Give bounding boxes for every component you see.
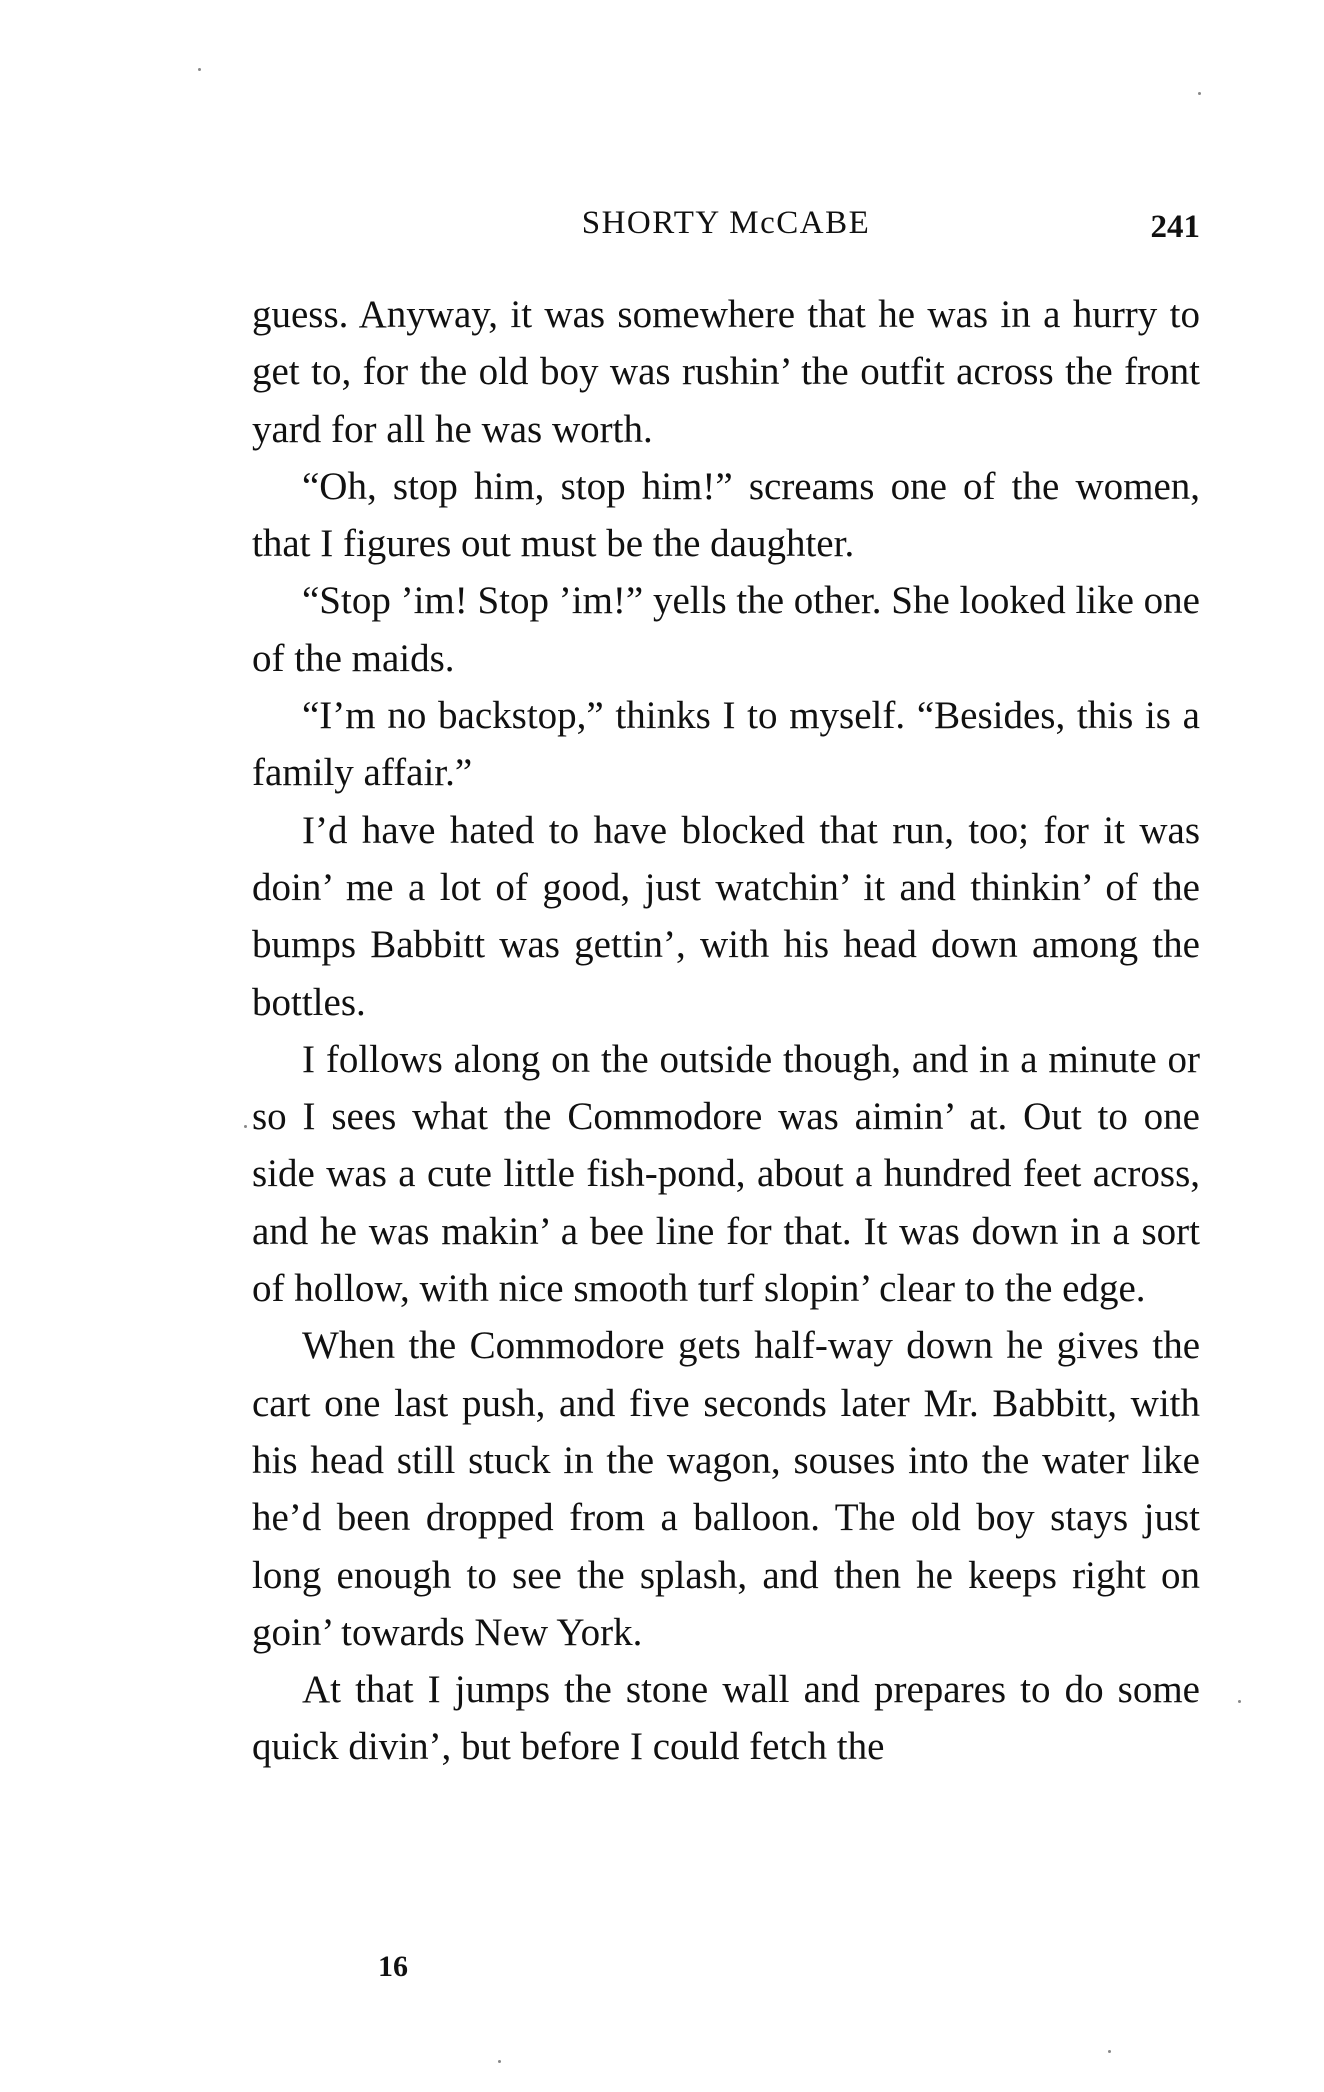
paragraph: I’d have hated to have blocked that run, too; for it was doin’ me a lot of good, just watchin’ it and thinkin’ of the bumps Babbitt was gettin’, with his head down among the bottles. [252,808,1200,1024]
page-header [252,205,1200,255]
page-number: 241 [1150,209,1200,245]
signature-mark: 16 [378,1950,408,1983]
paper-speck [244,1125,247,1128]
paper-speck [1238,1700,1241,1703]
paper-speck [498,2060,501,2063]
paragraph: “Oh, stop him, stop him!” screams one of the women, that I figures out must be the daughter. [252,464,1200,566]
body-text [252,286,1200,1776]
paper-speck [1198,92,1201,95]
paragraph-continuation: guess. Anyway, it was somewhere that he was in a hurry to get to, for the old boy was rushin’ the outfit across the front yard for all he was worth. [252,293,1200,451]
paragraph: When the Commodore gets half-way down he gives the cart one last push, and five seconds later Mr. Babbitt, with his head still stuck in the wagon, souses into the water like he’d been dropped from a balloon. The old boy stays just long enough to see the splash, and then he keeps right on goin’ towards New York. [252,1324,1200,1654]
paper-speck [1108,2050,1111,2053]
paragraph: “I’m no backstop,” thinks I to myself. “Besides, this is a family affair.” [252,694,1200,795]
running-title: SHORTY McCABE [581,205,871,241]
paragraph: “Stop ’im! Stop ’im!” yells the other. She looked like one of the maids. [252,579,1200,680]
paper-speck [198,68,201,71]
paragraph: I follows along on the outside though, and in a minute or so I sees what the Commodore was aimin’ at. Out to one side was a cute little fish-pond, about a hundred feet across, and he was makin’ a bee line for that. It was down in a sort of hollow, with nice smooth turf slopin’ clear to the edge. [252,1037,1200,1311]
paragraph: At that I jumps the stone wall and prepares to do some quick divin’, but before I could fetch the [252,1668,1200,1769]
